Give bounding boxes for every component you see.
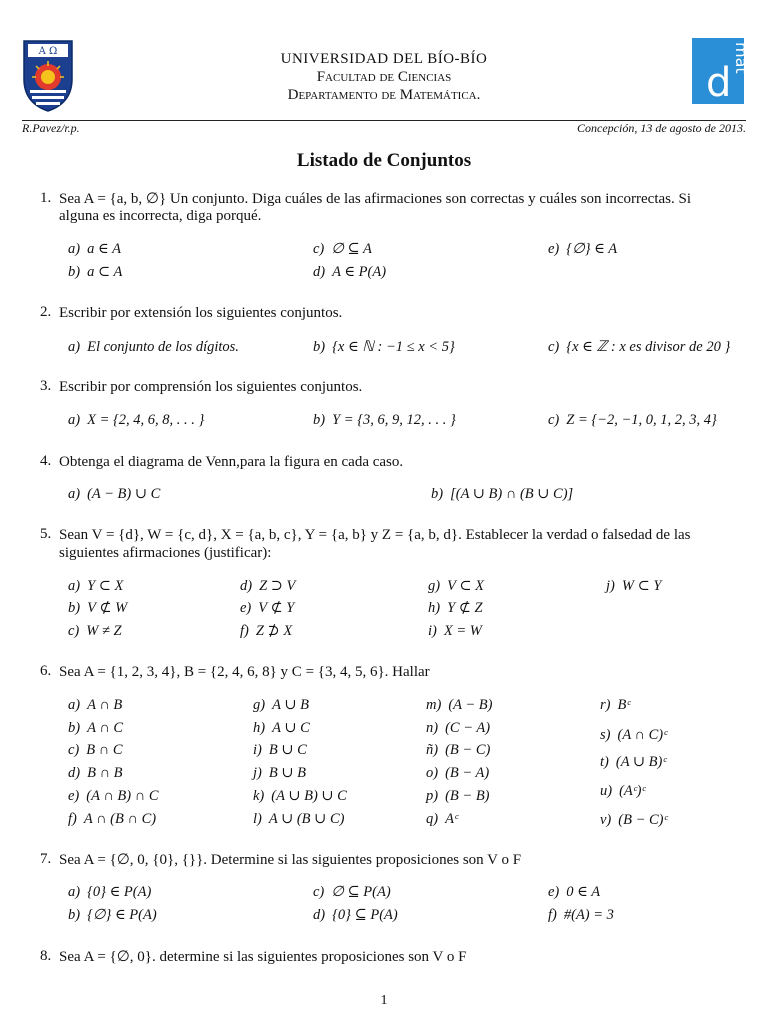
sub-item-label: t) [600, 754, 609, 770]
problem-statement-line: Sea A = {∅, 0, {0}, {}}. Determine si las siguientes proposiciones son V o F [59, 852, 522, 868]
sub-item [426, 697, 492, 714]
sub-item [68, 264, 122, 281]
sub-item-label: a) [68, 578, 81, 594]
sub-item [431, 486, 573, 503]
sub-item-expression: a ⊂ A [87, 264, 123, 280]
sub-item-label: k) [253, 788, 265, 804]
sub-item [428, 623, 482, 640]
sub-item-label: b) [313, 412, 326, 428]
sub-item-label: m) [426, 697, 442, 713]
sub-item-expression: W ⊂ Y [621, 578, 662, 594]
sub-item-expression: V ⊄ Y [258, 600, 295, 616]
sub-item [426, 811, 458, 828]
sub-item [313, 339, 455, 356]
sub-item [548, 339, 730, 356]
problem-statement-line: siguientes afirmaciones (justificar): [59, 545, 272, 561]
sub-item-expression: A ∪ C [272, 720, 310, 736]
problem-statement-line: Sea A = {a, b, ∅} Un conjunto. Diga cuáles de las afirmaciones son correctas y cuáles son incorrectas. Si [59, 191, 691, 207]
sub-item-expression: Y = {3, 6, 9, 12, . . . } [332, 412, 456, 428]
sub-item [428, 600, 483, 617]
sub-item-label: r) [600, 697, 611, 713]
problem-number: 5. [40, 526, 52, 542]
sub-item [68, 412, 204, 429]
sub-item-label: i) [253, 742, 262, 758]
problem-number: 6. [40, 663, 52, 679]
sub-item [313, 412, 456, 429]
sub-item-expression: W ≠ Z [86, 623, 122, 639]
sub-item [68, 742, 123, 759]
sub-item [606, 578, 661, 595]
sub-item-label: n) [426, 720, 439, 736]
sub-item-expression: {0} ∈ P(A) [87, 884, 152, 900]
sub-item [240, 600, 294, 617]
sub-item-expression: (A ∩ B) ∩ C [86, 788, 159, 804]
sub-item-label: a) [68, 884, 81, 900]
sub-item-label: ñ) [426, 742, 439, 758]
sub-item-expression: (Aᶜ)ᶜ [619, 783, 646, 799]
sub-item-label: a) [68, 412, 81, 428]
sub-item-expression: {0} ⊆ P(A) [332, 907, 398, 923]
sub-item-label: f) [548, 907, 557, 923]
sub-item [253, 788, 347, 805]
sub-item-expression: (A ∪ B) ∪ C [271, 788, 347, 804]
author-line: R.Pavez/r.p. [22, 121, 80, 135]
sub-item-label: l) [253, 811, 262, 827]
sub-item [600, 697, 630, 714]
sub-item [240, 578, 295, 595]
sub-item [68, 339, 239, 356]
sub-item [68, 765, 123, 782]
problem-number: 7. [40, 851, 52, 867]
sub-item-label: d) [313, 907, 326, 923]
sub-item-expression: V ⊄ W [87, 600, 128, 616]
sub-item [68, 578, 123, 595]
sub-item-expression: {x ∈ ℕ : −1 ≤ x < 5} [332, 339, 455, 355]
sub-item-expression: {∅} ∈ P(A) [87, 907, 157, 923]
sub-item [313, 241, 372, 258]
sub-item-label: f) [68, 811, 77, 827]
sub-item [600, 783, 645, 800]
sub-item-label: e) [68, 788, 80, 804]
sub-item [68, 623, 122, 640]
sub-item-expression: A ∩ B [87, 697, 123, 713]
sub-item-label: b) [68, 907, 81, 923]
sub-item-label: d) [313, 264, 326, 280]
sub-item [68, 788, 159, 805]
sub-item-expression: A ∈ P(A) [332, 264, 387, 280]
sub-item-label: g) [253, 697, 266, 713]
sub-item-expression: a ∈ A [87, 241, 121, 257]
sub-item-expression: (B − C)ᶜ [618, 812, 668, 828]
sub-item [68, 907, 157, 924]
sub-item-expression: {x ∈ ℤ : x es divisor de 20 } [566, 339, 731, 355]
problem-number: 2. [40, 304, 52, 320]
sub-item-expression: (B − C) [445, 742, 491, 758]
sub-item-label: u) [600, 783, 613, 799]
sub-item-label: o) [426, 765, 439, 781]
sub-item [240, 623, 292, 640]
sub-item [600, 754, 666, 771]
sub-item [313, 907, 398, 924]
page-title: Listado de Conjuntos [296, 150, 472, 171]
problem-number: 8. [40, 948, 52, 964]
problem-statement-line: Escribir por extensión los siguientes conjuntos. [59, 305, 343, 321]
sub-item-label: c) [313, 241, 325, 257]
sub-item-expression: B ∪ C [268, 742, 307, 758]
sub-item [68, 720, 123, 737]
sub-item-label: i) [428, 623, 437, 639]
sub-item [548, 884, 600, 901]
problem-statement-line: Sea A = {∅, 0}. determine si las siguientes proposiciones son V o F [59, 949, 467, 965]
svg-text:A Ω: A Ω [38, 46, 58, 57]
sub-item-expression: B ∩ B [87, 765, 123, 781]
sub-item-expression: Z ⊃ V [259, 578, 296, 594]
sub-item-expression: A ∪ B [272, 697, 309, 713]
sub-item-label: j) [606, 578, 615, 594]
page-number: 1 [380, 993, 388, 1008]
sub-item-expression: Aᶜ [445, 811, 458, 827]
sub-item-label: b) [68, 264, 81, 280]
sub-item-expression: Y ⊄ Z [447, 600, 483, 616]
sub-item-expression: [(A ∪ B) ∩ (B ∪ C)] [450, 486, 574, 502]
problem-statement-line: Sea A = {1, 2, 3, 4}, B = {2, 4, 6, 8} y C = {3, 4, 5, 6}. Hallar [59, 664, 430, 680]
sub-item-label: h) [253, 720, 266, 736]
sub-item [313, 264, 386, 281]
sub-item [253, 697, 309, 714]
sub-item-expression: B ∩ C [86, 742, 123, 758]
date-line: Concepción, 13 de agosto de 2013. [577, 121, 746, 135]
sub-item-expression: (B − A) [445, 765, 490, 781]
sub-item-label: d) [240, 578, 253, 594]
sub-item-label: a) [68, 241, 81, 257]
sub-item-expression: (B − B) [445, 788, 490, 804]
sub-item-expression: 0 ∈ A [566, 884, 601, 900]
problem-number: 1. [40, 190, 52, 206]
sub-item-label: v) [600, 812, 612, 828]
sub-item-label: c) [68, 623, 80, 639]
sub-item [426, 742, 490, 759]
sub-item-label: b) [313, 339, 326, 355]
sub-item-expression: B ∪ B [268, 765, 306, 781]
sub-item [253, 811, 344, 828]
sub-item [548, 241, 617, 258]
sub-item-label: a) [68, 339, 81, 355]
sub-item-expression: Z ⊅ X [255, 623, 293, 639]
sub-item [548, 412, 717, 429]
faculty-name: Facultad de Ciencias [316, 69, 452, 85]
sub-item-label: e) [240, 600, 252, 616]
sub-item-label: p) [426, 788, 439, 804]
sub-item-expression: {∅} ∈ A [566, 241, 618, 257]
problem-statement-line: Sean V = {d}, W = {c, d}, X = {a, b, c}, Y = {a, b} y Z = {a, b, d}. Establecer la verdad o falsedad de las [59, 527, 691, 543]
sub-item-expression: Bᶜ [617, 697, 631, 713]
sub-item-label: d) [68, 765, 81, 781]
university-name: UNIVERSIDAD DEL BÍO-BÍO [280, 51, 488, 67]
sub-item-expression: (A ∩ C)ᶜ [617, 727, 667, 743]
sub-item [428, 578, 484, 595]
sub-item-label: c) [548, 412, 560, 428]
sub-item [600, 812, 667, 829]
problem-statement-line: Obtenga el diagrama de Venn,para la figura en cada caso. [59, 454, 404, 470]
sub-item-expression: (A − B) [448, 697, 493, 713]
sub-item-label: c) [548, 339, 560, 355]
sub-item-label: a) [68, 697, 81, 713]
sub-item [68, 884, 151, 901]
sub-item [426, 765, 489, 782]
sub-item-label: f) [240, 623, 249, 639]
sub-item-expression: (A − B) ∪ C [87, 486, 161, 502]
sub-item [253, 765, 306, 782]
sub-item-expression: X = W [443, 623, 482, 639]
problem-statement-line: Escribir por comprensión los siguientes conjuntos. [59, 379, 363, 395]
sub-item [313, 884, 391, 901]
sub-item-expression: A ∩ C [87, 720, 124, 736]
sub-item-label: c) [68, 742, 80, 758]
sub-item-label: c) [313, 884, 325, 900]
sub-item [548, 907, 614, 924]
logo-letter: d [706, 60, 732, 106]
sub-item-expression: Y ⊂ X [87, 578, 124, 594]
sub-item-label: b) [68, 720, 81, 736]
sub-item-label: e) [548, 241, 560, 257]
sub-item [68, 600, 127, 617]
sub-item-label: b) [68, 600, 81, 616]
sub-item [68, 697, 122, 714]
sub-item [600, 727, 667, 744]
sub-item-expression: A ∪ (B ∪ C) [268, 811, 345, 827]
sub-item-label: h) [428, 600, 441, 616]
sub-item-expression: El conjunto de los dígitos. [87, 339, 239, 355]
sub-item-label: q) [426, 811, 439, 827]
department-name: Departamento de Matemática. [287, 87, 481, 103]
logo-text: mat [732, 42, 751, 74]
sub-item-label: j) [253, 765, 262, 781]
sub-item [68, 241, 121, 258]
sub-item-label: b) [431, 486, 444, 502]
sub-item-expression: (A ∪ B)ᶜ [615, 754, 667, 770]
sub-item-expression: (C − A) [445, 720, 491, 736]
sub-item-expression: X = {2, 4, 6, 8, . . . } [87, 412, 205, 428]
sub-item [68, 486, 160, 503]
sub-item-label: g) [428, 578, 441, 594]
problem-statement-line: alguna es incorrecta, diga porqué. [59, 208, 262, 224]
sub-item-label: a) [68, 486, 81, 502]
sub-item [253, 720, 310, 737]
sub-item [253, 742, 307, 759]
sub-item-expression: ∅ ⊆ A [331, 241, 372, 257]
sub-item-expression: A ∩ (B ∩ C) [83, 811, 157, 827]
problem-number: 4. [40, 453, 52, 469]
sub-item-expression: V ⊂ X [447, 578, 484, 594]
problem-number: 3. [40, 378, 52, 394]
sub-item-expression: Z = {−2, −1, 0, 1, 2, 3, 4} [566, 412, 717, 428]
sub-item-expression: #(A) = 3 [563, 907, 614, 923]
sub-item [426, 788, 490, 805]
sub-item-expression: ∅ ⊆ P(A) [331, 884, 391, 900]
sub-item-label: s) [600, 727, 611, 743]
sub-item [68, 811, 156, 828]
sub-item [426, 720, 490, 737]
sub-item-label: e) [548, 884, 560, 900]
